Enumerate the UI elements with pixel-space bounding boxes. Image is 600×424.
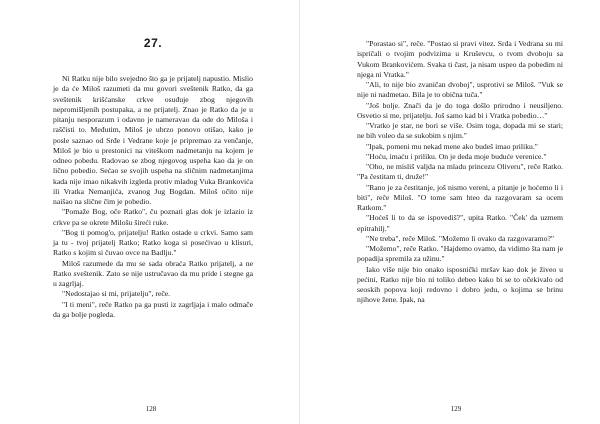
right-page-text bbox=[357, 39, 563, 306]
paragraph: "Možemo", reče Ratko. "Hajdemo ovamo, da vidimo šta nam je popadija spremila za užinu." bbox=[357, 244, 563, 264]
paragraph: "Bog ti pomog'o, prijatelju! Ratko ostade u crkvi. Samo sam ja tu - tvoj prijatelj Ratko; Ratko koga si posećivao u klisuri, Ratko s kojim si čuvao ovce na Badlju." bbox=[53, 227, 253, 258]
paragraph: Iako više nije bio onako isposnički mršav kao dok je živeo u pećini, Ratko nije bio ni toliko debeo kako bi se to očekivalo od seoskih popova koji redovno i dobro jedu, o kojima se brinu njihove žene. Ipak, na bbox=[357, 264, 563, 305]
paragraph: "Nedostajao si mi, prijatelju", reče. bbox=[62, 289, 171, 299]
paragraph: "Još bolje. Znači da je do toga došlo prirodno i neusiljeno. Osvetio si me, prijatelju. Još samo kad bi i Vratka pobedio…" bbox=[357, 100, 563, 120]
paragraph: "Vratko je star, ne bori se više. Osim toga, dopada mi se stari; ne bih voleo da se sukobim s njim." bbox=[357, 121, 563, 141]
paragraph: "Hoću, imaću i priliku. On je deda moje buduće verenice." bbox=[366, 151, 547, 161]
paragraph: "Ali, to nije bio zvaničan dvoboj", usprotivi se Miloš. "Vuk se nije ni nadmetao. Bila je to obična tuča." bbox=[357, 80, 563, 100]
chapter-heading: 27. bbox=[143, 36, 163, 50]
paragraph: "Rano je za čestitanje, još nismo vereni, a pitanje je hoćemo li i biti", reče Miloš. "O tome sam hteo da razgovaram sa ocem Ratkom." bbox=[357, 182, 563, 212]
paragraph: "I ti meni", reče Ratko pa ga pusti iz zagrljaja i malo odmače da ga bolje pogleda. bbox=[53, 299, 253, 319]
left-page-text bbox=[53, 74, 253, 320]
paragraph: "Pomaže Bog, oče Ratko", ču poznati glas dok je izlazio iz crkve pa se okrete Milošu šireći ruke. bbox=[53, 207, 253, 227]
paragraph: Miloš razumede da mu se sada obraća Ratko prijatelj, a ne Ratko sveštenik. Zato se nije ustručavao da mu pride i stegne ga u zagrljaj. bbox=[53, 258, 253, 288]
paragraph: "Porastao si", reče. "Postao si pravi vitez. Srđa i Vedrana su mi ispričali o tvojim podvizima u Kruševcu, o tvom dvoboju sa Vukom Brankovićem. Svaka ti čast, ja nisam uspeo da pobedim ni njega ni Vratka." bbox=[357, 39, 563, 79]
paragraph: "Ipak, pomeni mu nekad mene ako budeš imao priliku." bbox=[366, 141, 538, 151]
page-number: 128 bbox=[145, 405, 157, 413]
paragraph: "Hoćeš li to da se ispovediš?", upita Ratko. "Ček' da uzmem epitrahilj." bbox=[357, 213, 563, 233]
paragraph: "Ne treba", reče Miloš. "Možemo li ovako da razgovaramo?" bbox=[366, 233, 555, 243]
paragraph: "Oho, ne misliš valjda na mladu princezu Oliveru", reče Ratko. "Pa čestitam ti, druže!" bbox=[357, 162, 563, 182]
paragraph: Ni Ratku nije bilo svejedno što ga je prijatelj napustio. Mislio je da će Miloš razumeti da mu govori sveštenik Ratko, da ga sveštenik krišćanske crkve osuđuje zbog njegovih nepromišljenih postupaka, a ne prijatelj. Znao je Ratko da je u pitanju nesporazum i odavno je nameravao da ode do Miloša i raščisti to. Međutim, Miloš je ubrzo ponovo otišao, kako je posle saznao od Srđe i Vedrane koje je pripremao za venčanje, Miloš je bio u prestonici na viteškom nadmetanju na kojem je odneo pobedu. Radovao se zbog njegovog uspeha kao da je on lično pobedio. Sećao se svojih uspeha na sličnim nadmetanjima kada nije imao nikakvih izgleda protiv mladog Vuka Brankovića ili Vratka Nemanjića, zvanog Jug Bogdan. Miloš očito nije naišao na slične čim je pobedio. bbox=[53, 74, 253, 206]
page-number: 129 bbox=[450, 405, 462, 413]
right-page bbox=[300, 0, 600, 424]
